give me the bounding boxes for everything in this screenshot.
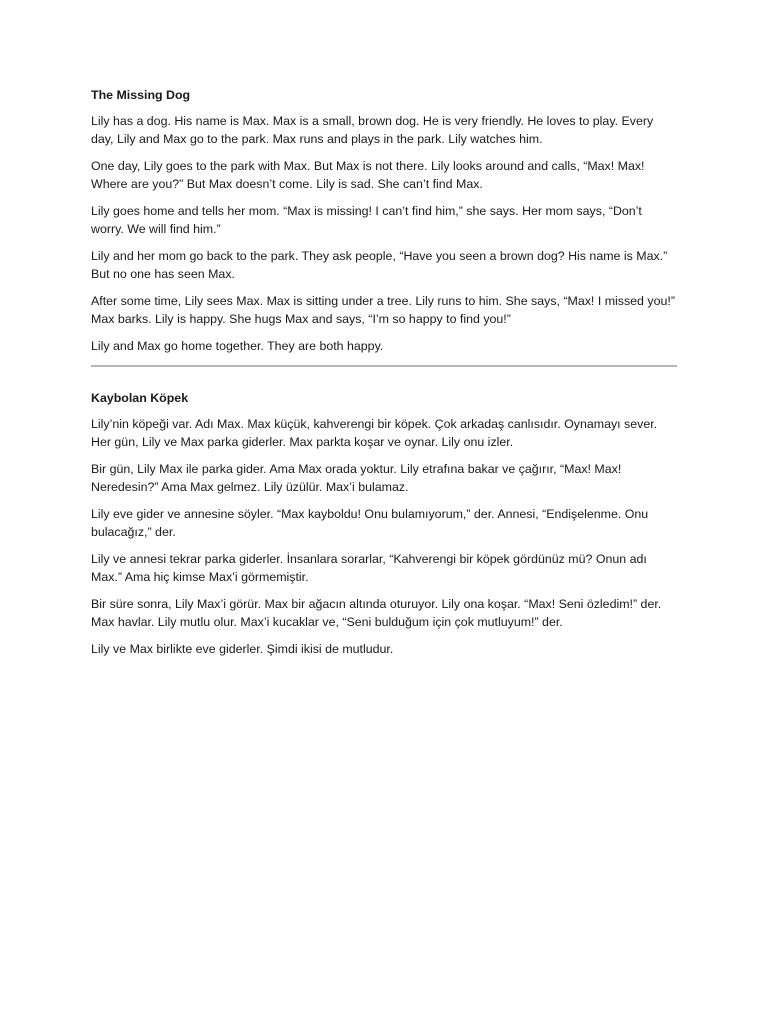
english-story <box>91 86 677 355</box>
turkish-paragraph: Bir süre sonra, Lily Max’i görür. Max bir ağacın altında oturuyor. Lily ona koşar. “Max! Seni özledim!” der. Max havlar. Lily mutlu olur. Max’i kucaklar ve, “Seni bulduğum için çok mutluyum!” der. <box>91 597 662 629</box>
section-divider <box>91 365 677 367</box>
turkish-paragraph: Lily ve annesi tekrar parka giderler. İnsanlara sorarlar, “Kahverengi bir köpek gördünüz mü? Onun adı Max.” Ama hiç kimse Max’i görmemiştir. <box>91 552 647 584</box>
turkish-paragraph: Bir gün, Lily Max ile parka gider. Ama Max orada yoktur. Lily etrafına bakar ve çağırır, “Max! Max! Neredesin?” Ama Max gelmez. Lily üzülür. Max’i bulamaz. <box>91 462 622 494</box>
english-paragraph: Lily and her mom go back to the park. They ask people, “Have you seen a brown dog? His name is Max.” But no one has seen Max. <box>91 249 668 281</box>
document-page <box>91 86 677 667</box>
english-title: The Missing Dog <box>91 88 191 102</box>
english-paragraph: Lily and Max go home together. They are both happy. <box>91 339 384 353</box>
english-paragraph: After some time, Lily sees Max. Max is sitting under a tree. Lily runs to him. She says, “Max! I missed you!” Max barks. Lily is happy. She hugs Max and says, “I’m so happy to find you!” <box>91 294 675 326</box>
english-paragraph: Lily has a dog. His name is Max. Max is a small, brown dog. He is very friendly. He loves to play. Every day, Lily and Max go to the park. Max runs and plays in the park. Lily watches him. <box>91 114 654 146</box>
turkish-title: Kaybolan Köpek <box>91 391 189 405</box>
english-paragraph: Lily goes home and tells her mom. “Max is missing! I can’t find him,” she says. Her mom says, “Don’t worry. We will find him.” <box>91 204 642 236</box>
english-paragraph: One day, Lily goes to the park with Max. But Max is not there. Lily looks around and calls, “Max! Max! Where are you?” But Max doesn’t come. Lily is sad. She can’t find Max. <box>91 159 645 191</box>
turkish-story <box>91 389 677 658</box>
turkish-paragraph: Lily eve gider ve annesine söyler. “Max kayboldu! Onu bulamıyorum,” der. Annesi, “Endişelenme. Onu bulacağız,” der. <box>91 507 649 539</box>
turkish-paragraph: Lily’nin köpeği var. Adı Max. Max küçük, kahverengi bir köpek. Çok arkadaş canlısıdır. Oynamayı sever. Her gün, Lily ve Max parka giderler. Max parkta koşar ve oynar. Lily onu izler. <box>91 417 658 449</box>
turkish-paragraph: Lily ve Max birlikte eve giderler. Şimdi ikisi de mutludur. <box>91 642 394 656</box>
